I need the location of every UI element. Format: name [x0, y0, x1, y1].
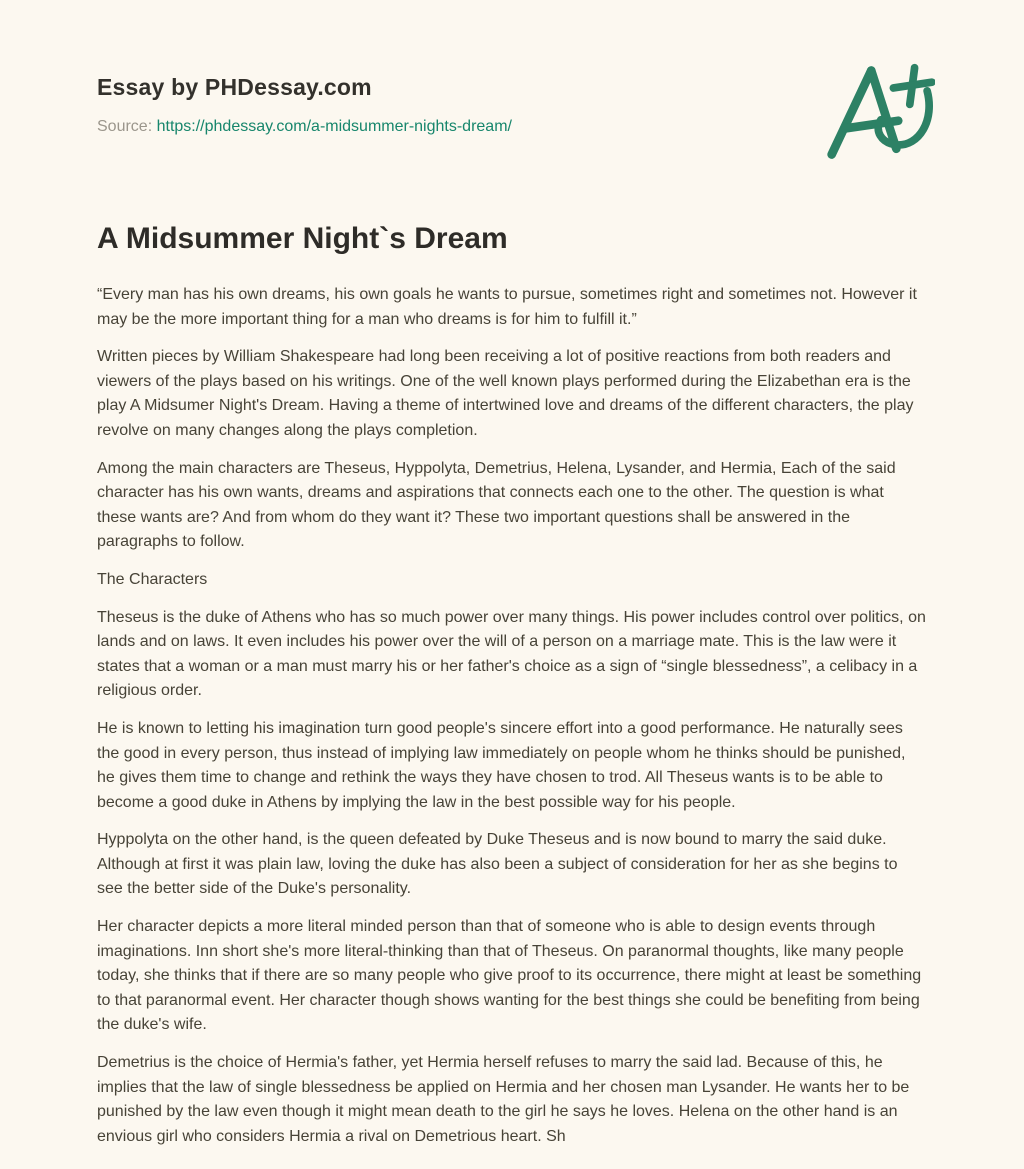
essay-paragraph-truncated: Demetrius is the choice of Hermia's father, yet Hermia herself refuses to marry the said lad. Because of this, he implies that the law of single blessedness be applied on Hermia and her chosen man Lysander. He wants her to be punished by the law even though it might mean death to the girl he says he loves. Helena on the other hand is an envious girl who considers Hermia a rival on Demetrious heart. Sh [97, 1054, 910, 1145]
page-title: A Midsummer Night`s Dream [97, 222, 508, 255]
essay-content [97, 283, 927, 1149]
essay-paragraph-quote: “Every man has his own dreams, his own goals he wants to pursue, sometimes right and sometimes not. However it may be the more important thing for a man who dreams is for him to fulfill it.” [97, 286, 917, 328]
source-link[interactable]: https://phdessay.com/a-midsummer-nights-dream/ [156, 118, 512, 135]
essay-paragraph: Theseus is the duke of Athens who has so much power over many things. His power includes control over politics, on lands and on laws. It even includes his power over the will of a person on a marriage mate. This is the law were it states that a woman or a man must marry his or her father's choice as a sign of “single blessedness”, a celibacy in a religious order. [97, 608, 926, 700]
phdessay-logo [819, 60, 935, 168]
essay-paragraph: Her character depicts a more literal minded person than that of someone who is able to design events through imaginations. Inn short she's more literal-thinking than that of Theseus. On paranormal thoughts, like many people today, she thinks that if there are so many people who give proof to its occurrence, there might at least be something to that paranormal event. Her character though shows wanting for the best things she could be benefiting from being the duke's wife. [97, 918, 922, 1034]
source-label: Source: [97, 118, 153, 135]
source-line [97, 118, 927, 136]
section-heading-the-characters: The Characters [97, 570, 208, 588]
essay-paragraph: He is known to letting his imagination turn good people's sincere effort into a good performance. He naturally sees the good in every person, thus instead of implying law immediately on people whom he thinks should be punished, he gives them time to change and rethink the ways they have chosen to trod. All Theseus wants is to be able to become a good duke in Athens by implying the law in the best possible way for his people. [97, 719, 906, 811]
essay-paragraph: Hyppolyta on the other hand, is the queen defeated by Duke Theseus and is now bound to marry the said duke. Although at first it was plain law, loving the duke has also been a subject of consideration for her as she begins to see the better side of the Duke's personality. [97, 831, 898, 898]
a-plus-logo-icon [819, 60, 935, 168]
essay-paragraph: Written pieces by William Shakespeare had long been receiving a lot of positive reactions from both readers and viewers of the plays based on his writings. One of the well known plays performed during the Elizabethan era is the play A Midsumer Night's Dream. Having a theme of intertwined love and dreams of the different characters, the play revolve on many changes along the plays completion. [97, 348, 914, 439]
byline: Essay by PHDessay.com [97, 74, 372, 100]
page [97, 0, 927, 1149]
essay-paragraph: Among the main characters are Theseus, Hyppolyta, Demetrius, Helena, Lysander, and Hermia, Each of the said character has his own wants, dreams and aspirations that connects each one to the other. The question is what these wants are? And from whom do they want it? These two important questions shall be answered in the paragraphs to follow. [97, 459, 896, 551]
